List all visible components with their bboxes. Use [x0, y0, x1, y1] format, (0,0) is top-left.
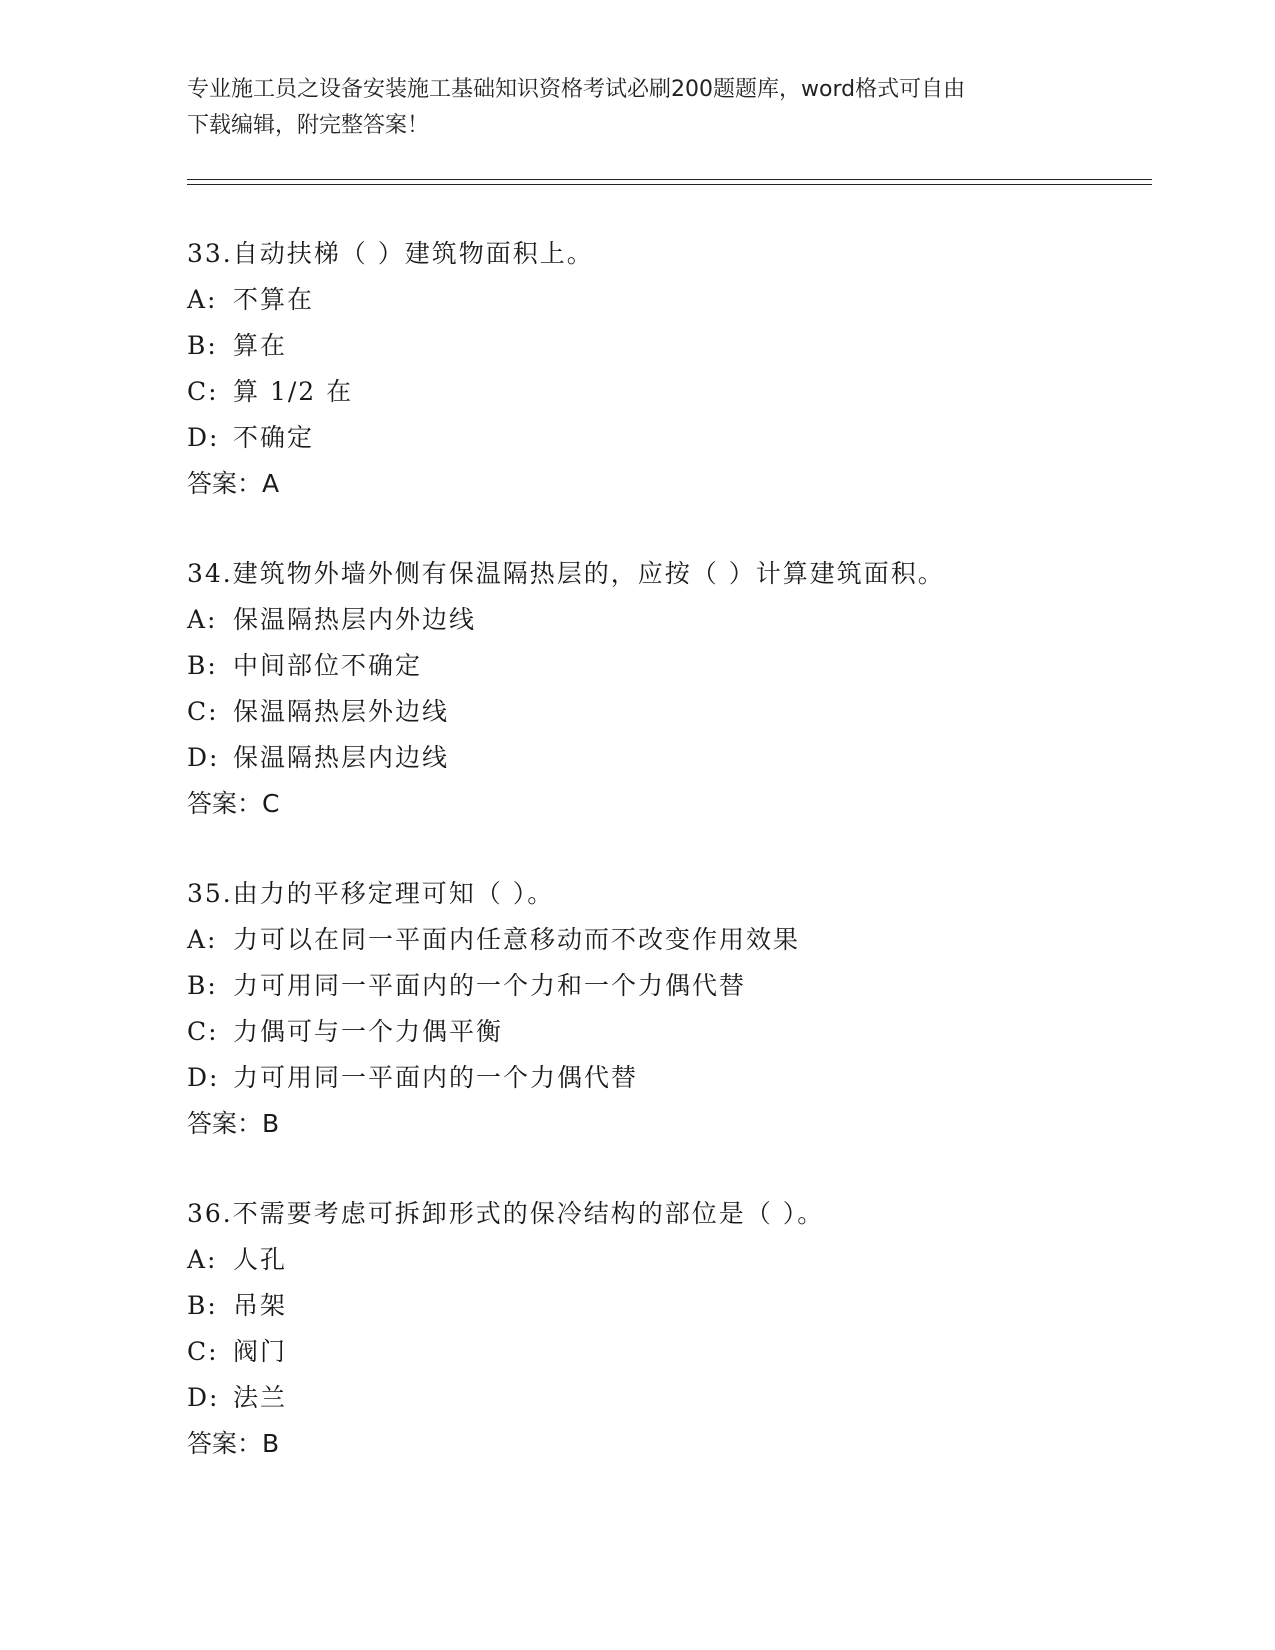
- option-key: B:: [187, 651, 218, 680]
- header-line-2: 下载编辑，附完整答案！: [187, 113, 430, 138]
- header-divider-top: [187, 179, 1152, 180]
- option-text: 力可以在同一平面内任意移动而不改变作用效果: [233, 925, 801, 954]
- option-text: 保温隔热层外边线: [233, 697, 450, 726]
- question-title: 35.由力的平移定理可知（ ）。: [187, 879, 555, 908]
- option-c: [187, 689, 1147, 735]
- option-text: 算在: [233, 331, 288, 360]
- option-c: [187, 369, 1147, 415]
- option-key: C:: [187, 1017, 219, 1046]
- option-text: 法兰: [233, 1383, 288, 1412]
- option-key: C:: [187, 1337, 219, 1366]
- option-text: 不确定: [233, 423, 315, 452]
- option-c: [187, 1009, 1147, 1055]
- answer-line: 答案：A: [187, 469, 280, 498]
- header-divider-bottom: [187, 184, 1152, 185]
- option-key: C:: [187, 377, 219, 406]
- option-key: B:: [187, 331, 218, 360]
- option-text: 力可用同一平面内的一个力偶代替: [233, 1063, 639, 1092]
- answer-line: 答案：C: [187, 789, 280, 818]
- document-header: [187, 72, 1067, 144]
- option-key: B:: [187, 1291, 218, 1320]
- option-key: D:: [187, 423, 220, 452]
- option-key: D:: [187, 743, 220, 772]
- answer-line: 答案：B: [187, 1429, 280, 1458]
- question-35: [187, 871, 1147, 1191]
- option-text: 保温隔热层内外边线: [233, 605, 477, 634]
- option-key: A:: [187, 925, 218, 954]
- option-key: A:: [187, 1245, 218, 1274]
- header-line-1: 专业施工员之设备安装施工基础知识资格考试必刷200题题库，word格式可自由: [187, 77, 966, 102]
- option-text: 算 1/2 在: [233, 377, 354, 406]
- option-text: 吊架: [233, 1291, 288, 1320]
- question-34: [187, 551, 1147, 871]
- option-key: D:: [187, 1383, 220, 1412]
- option-a: [187, 277, 1147, 323]
- option-b: [187, 1283, 1147, 1329]
- option-text: 保温隔热层内边线: [233, 743, 450, 772]
- option-text: 阀门: [233, 1337, 288, 1366]
- option-a: [187, 1237, 1147, 1283]
- question-list: [187, 231, 1147, 1511]
- option-text: 人孔: [233, 1245, 288, 1274]
- question-title: 36.不需要考虑可拆卸形式的保冷结构的部位是（ ）。: [187, 1199, 825, 1228]
- question-33: [187, 231, 1147, 551]
- option-key: A:: [187, 285, 218, 314]
- option-b: [187, 643, 1147, 689]
- option-text: 力可用同一平面内的一个力和一个力偶代替: [233, 971, 747, 1000]
- question-title: 33.自动扶梯（ ）建筑物面积上。: [187, 239, 594, 268]
- option-a: [187, 917, 1147, 963]
- option-key: C:: [187, 697, 219, 726]
- option-d: [187, 735, 1147, 781]
- answer-line: 答案：B: [187, 1109, 280, 1138]
- option-key: D:: [187, 1063, 220, 1092]
- question-36: [187, 1191, 1147, 1511]
- option-a: [187, 597, 1147, 643]
- option-key: A:: [187, 605, 218, 634]
- option-key: B:: [187, 971, 218, 1000]
- option-text: 力偶可与一个力偶平衡: [233, 1017, 504, 1046]
- option-d: [187, 415, 1147, 461]
- option-d: [187, 1055, 1147, 1101]
- option-text: 中间部位不确定: [233, 651, 423, 680]
- option-b: [187, 963, 1147, 1009]
- option-d: [187, 1375, 1147, 1421]
- option-b: [187, 323, 1147, 369]
- option-text: 不算在: [233, 285, 315, 314]
- question-title: 34.建筑物外墙外侧有保温隔热层的，应按（ ）计算建筑面积。: [187, 559, 945, 588]
- option-c: [187, 1329, 1147, 1375]
